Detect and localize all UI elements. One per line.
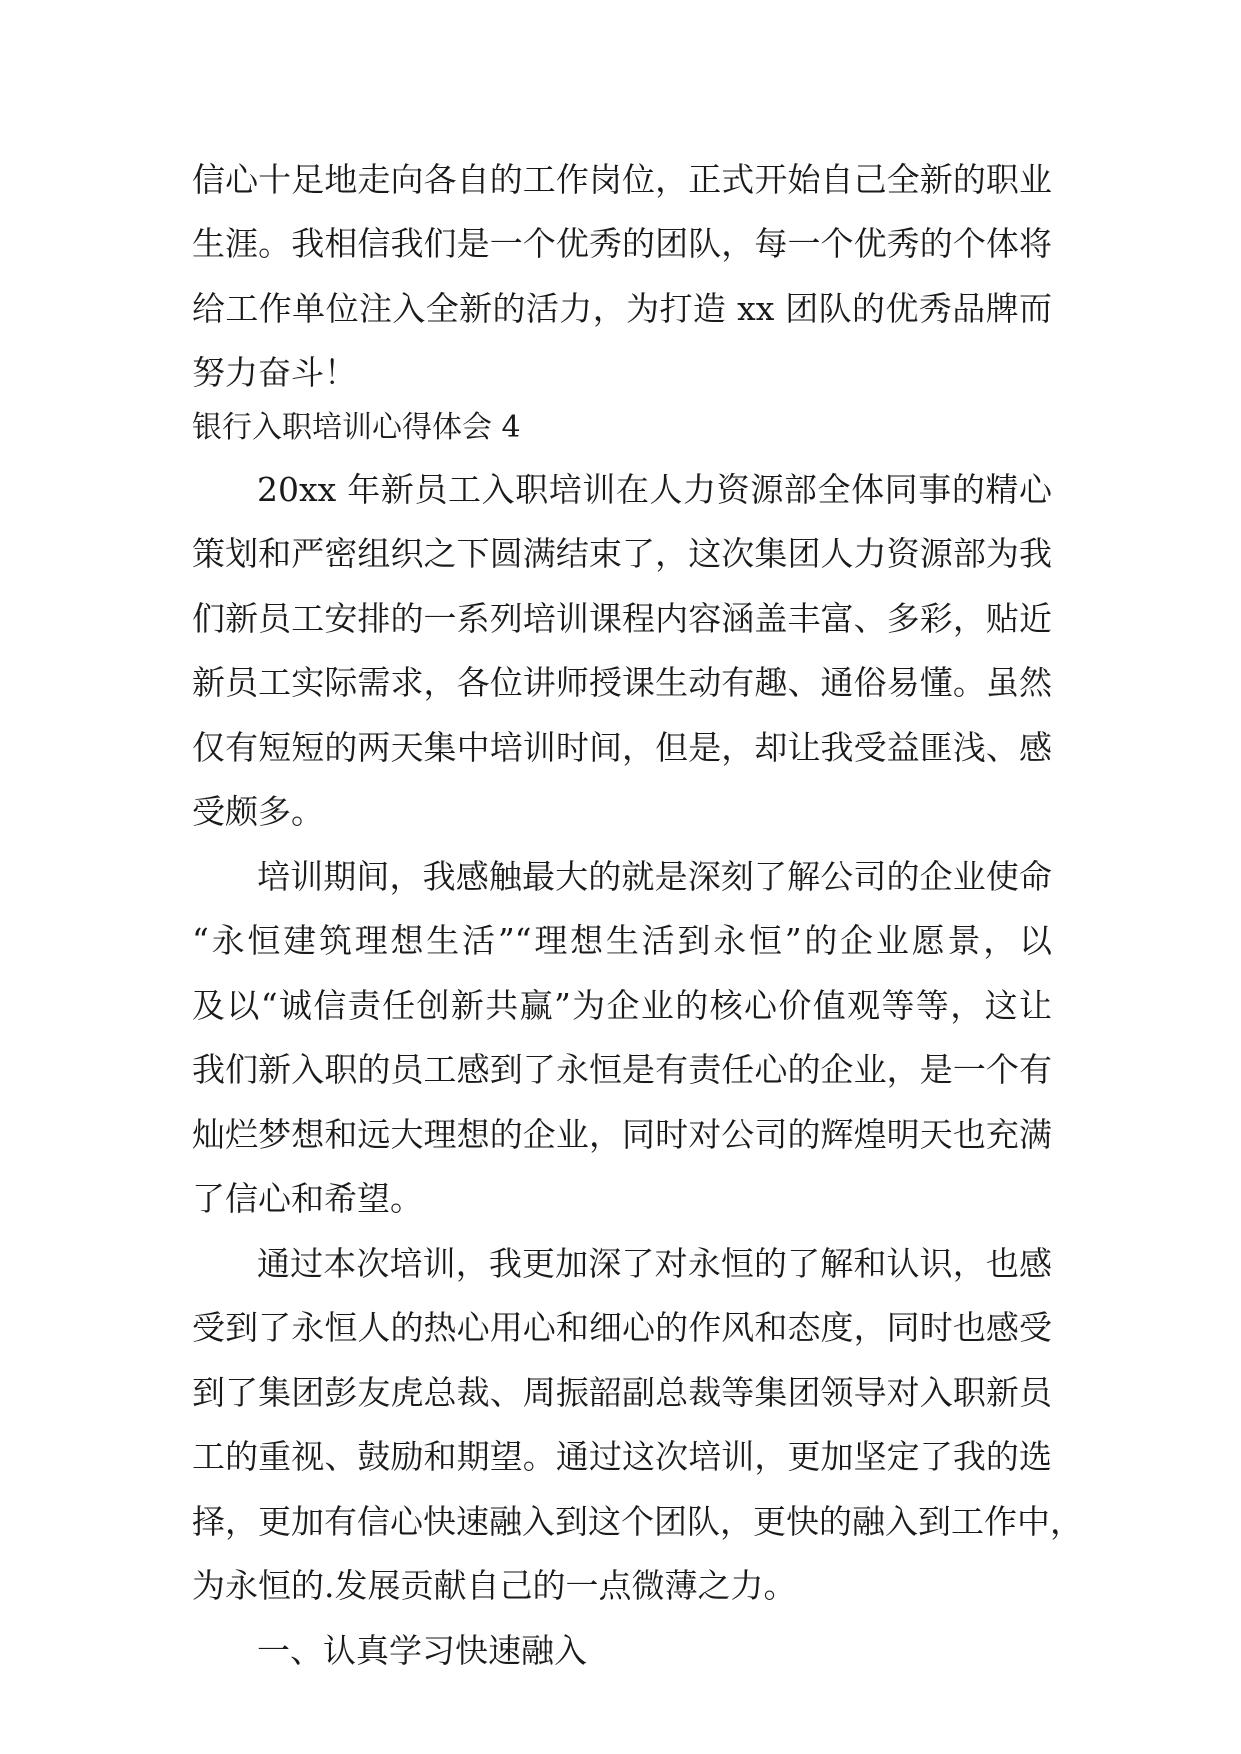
body-text-line: 培训期间，我感触最大的就是深刻了解公司的企业使命	[257, 857, 1052, 896]
body-text-line: 工的重视、鼓励和期望。通过这次培训，更加坚定了我的选	[192, 1437, 1052, 1476]
body-text-line: 生涯。我相信我们是一个优秀的团队，每一个优秀的个体将	[192, 224, 1052, 263]
body-text-line: 及以“诚信责任创新共赢”为企业的核心价值观等等，这让	[192, 986, 1052, 1025]
body-text-line: 受颇多。	[192, 792, 324, 831]
body-text-line: 给工作单位注入全新的活力，为打造 xx 团队的优秀品牌而	[192, 289, 1052, 328]
body-text-line: 信心十足地走向各自的工作岗位，正式开始自己全新的职业	[192, 160, 1052, 199]
body-text-line: 仅有短短的两天集中培训时间，但是，却让我受益匪浅、感	[192, 728, 1052, 767]
body-text-line: 20xx 年新员工入职培训在人力资源部全体同事的精心	[257, 470, 1052, 509]
body-text-line: 为永恒的.发展贡献自己的一点微薄之力。	[192, 1566, 797, 1605]
body-text-line: 灿烂梦想和远大理想的企业，同时对公司的辉煌明天也充满	[192, 1115, 1052, 1154]
body-text-line: 到了集团彭友虎总裁、周振韶副总裁等集团领导对入职新员	[192, 1373, 1052, 1412]
body-text-line: 了信心和希望。	[192, 1179, 423, 1218]
body-text-line: 我们新入职的员工感到了永恒是有责任心的企业，是一个有	[192, 1050, 1052, 1089]
body-text-line: 们新员工安排的一系列培训课程内容涵盖丰富、多彩，贴近	[192, 599, 1052, 638]
body-text-line: “永恒建筑理想生活”“理想生活到永恒”的企业愿景，以	[192, 921, 1052, 960]
body-text-line: 新员工实际需求，各位讲师授课生动有趣、通俗易懂。虽然	[192, 663, 1052, 702]
subheading: 一、认真学习快速融入	[257, 1631, 587, 1670]
body-text-line: 择，更加有信心快速融入到这个团队，更快的融入到工作中，	[192, 1502, 1083, 1541]
body-text-line: 努力奋斗！	[192, 353, 357, 392]
body-text-line: 受到了永恒人的热心用心和细心的作风和态度，同时也感受	[192, 1308, 1052, 1347]
section-title: 银行入职培训心得体会 4	[192, 410, 521, 445]
body-text-line: 策划和严密组织之下圆满结束了，这次集团人力资源部为我	[192, 534, 1052, 573]
body-text-line: 通过本次培训，我更加深了对永恒的了解和认识，也感	[257, 1244, 1052, 1283]
